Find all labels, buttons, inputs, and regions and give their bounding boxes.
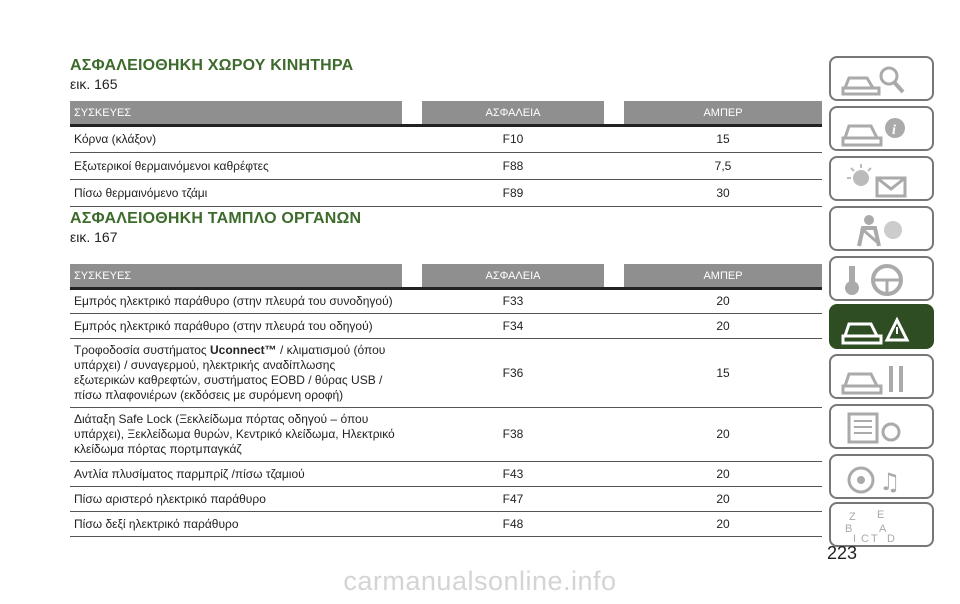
watermark: carmanualsonline.info bbox=[343, 566, 617, 596]
fuse-cell: F43 bbox=[422, 462, 604, 487]
figure-reference: εικ. 167 bbox=[70, 229, 118, 245]
fuse-cell: F33 bbox=[422, 289, 604, 314]
header-devices: ΣΥΣΚΕΥΕΣ bbox=[70, 264, 402, 289]
fuse-cell: F10 bbox=[422, 126, 604, 153]
fuse-cell: F47 bbox=[422, 487, 604, 512]
index-letter: T bbox=[871, 533, 878, 545]
figure-reference: εικ. 165 bbox=[70, 76, 118, 92]
svg-text:i: i bbox=[892, 123, 896, 138]
device-cell: Διάταξη Safe Lock (Ξεκλείδωμα πόρτας οδηγού – όπου υπάρχει), Ξεκλείδωμα θυρών, Κεντρικό κλείδωμα, Ηλεκτρικό κλείδωμα πόρτας πορτμπαγκάζ bbox=[70, 408, 402, 462]
chapter-tab-multimedia[interactable] bbox=[829, 454, 934, 499]
device-cell: Εμπρός ηλεκτρικό παράθυρο (στην πλευρά του οδηγού) bbox=[70, 314, 402, 339]
index-letter: I bbox=[853, 533, 857, 545]
amp-cell: 20 bbox=[624, 289, 822, 314]
dashboard-fuse-table bbox=[70, 264, 822, 537]
car-search-icon bbox=[839, 62, 927, 98]
car-info-icon bbox=[839, 112, 927, 148]
fuse-cell: F88 bbox=[422, 153, 604, 180]
engine-fuse-table bbox=[70, 101, 822, 207]
chapter-tab-safety[interactable] bbox=[829, 206, 934, 251]
device-cell: Εξωτερικοί θερμαινόμενοι καθρέφτες bbox=[70, 153, 402, 180]
table-row bbox=[70, 153, 822, 180]
amp-cell: 30 bbox=[624, 180, 822, 207]
chapter-tab-technical-data[interactable] bbox=[829, 404, 934, 449]
multimedia-music-icon bbox=[839, 460, 927, 496]
device-cell: Πίσω δεξί ηλεκτρικό παράθυρο bbox=[70, 512, 402, 537]
table-row bbox=[70, 126, 822, 153]
fuse-cell: F34 bbox=[422, 314, 604, 339]
fuse-cell: F89 bbox=[422, 180, 604, 207]
chapter-tab-knowing-vehicle[interactable] bbox=[829, 106, 934, 151]
chapter-tab-emergency[interactable] bbox=[829, 304, 934, 349]
section-title-dashboard-fuse-box: ΑΣΦΑΛΕΙΟΘΗΚΗ ΤΑΜΠΛΟ ΟΡΓΑΝΩΝ bbox=[70, 210, 362, 227]
chapter-tab-warning-lights[interactable] bbox=[829, 156, 934, 201]
header-fuse: ΑΣΦΑΛΕΙΑ bbox=[422, 264, 604, 289]
index-letter: A bbox=[879, 523, 887, 535]
amp-cell: 20 bbox=[624, 512, 822, 537]
specs-list-icon bbox=[839, 410, 927, 446]
seatbelt-airbag-icon bbox=[839, 212, 927, 248]
device-cell: Πίσω θερμαινόμενο τζάμι bbox=[70, 180, 402, 207]
table-row bbox=[70, 314, 822, 339]
table-header-row bbox=[70, 101, 822, 126]
warning-lights-mail-icon bbox=[839, 162, 927, 198]
amp-cell: 7,5 bbox=[624, 153, 822, 180]
uconnect-brand: Uconnect™ bbox=[209, 343, 277, 357]
table-row bbox=[70, 512, 822, 537]
index-letter: C bbox=[861, 533, 869, 545]
chapter-tab-dashboard[interactable] bbox=[829, 56, 934, 101]
key-steering-wheel-icon bbox=[839, 262, 927, 298]
index-letter: B bbox=[845, 523, 853, 535]
fuse-cell: F38 bbox=[422, 408, 604, 462]
chapter-tab-starting-driving[interactable] bbox=[829, 256, 934, 301]
table-row bbox=[70, 408, 822, 462]
table-header-row bbox=[70, 264, 822, 289]
amp-cell: 15 bbox=[624, 126, 822, 153]
amp-cell: 20 bbox=[624, 408, 822, 462]
amp-cell: 20 bbox=[624, 462, 822, 487]
page-number: 223 bbox=[827, 543, 858, 563]
device-cell: Τροφοδοσία συστήματος Uconnect™ / κλιματισμού (όπου υπάρχει) / συναγερμού, ηλεκτρικής αναδίπλωσης εξωτερικών καθρεφτών, συστήματος EOBD / θύρας USB / πίσω πλαφονιέρων (εκδόσεις με συρόμενη οροφή) bbox=[70, 339, 402, 408]
section-title-engine-fuse-box: ΑΣΦΑΛΕΙΟΘΗΚΗ ΧΩΡΟΥ ΚΙΝΗΤΗΡΑ bbox=[70, 57, 354, 74]
header-devices: ΣΥΣΚΕΥΕΣ bbox=[70, 101, 402, 126]
header-amps: ΑΜΠΕΡ bbox=[624, 101, 822, 126]
header-amps: ΑΜΠΕΡ bbox=[624, 264, 822, 289]
device-cell: Εμπρός ηλεκτρικό παράθυρο (στην πλευρά του συνοδηγού) bbox=[70, 289, 402, 314]
table-row bbox=[70, 339, 822, 408]
device-cell: Αντλία πλυσίματος παρμπρίζ /πίσω τζαμιού bbox=[70, 462, 402, 487]
table-row bbox=[70, 487, 822, 512]
car-emergency-icon bbox=[839, 310, 927, 346]
svg-text:♫: ♫ bbox=[879, 468, 901, 496]
fuse-cell: F36 bbox=[422, 339, 604, 408]
amp-cell: 15 bbox=[624, 339, 822, 408]
device-cell: Πίσω αριστερό ηλεκτρικό παράθυρο bbox=[70, 487, 402, 512]
header-fuse: ΑΣΦΑΛΕΙΑ bbox=[422, 101, 604, 126]
amp-cell: 20 bbox=[624, 314, 822, 339]
table-row bbox=[70, 289, 822, 314]
index-letter: D bbox=[887, 533, 895, 545]
chapter-tab-servicing[interactable] bbox=[829, 354, 934, 399]
car-tools-icon bbox=[839, 360, 927, 396]
table-row bbox=[70, 462, 822, 487]
fuse-cell: F48 bbox=[422, 512, 604, 537]
index-letter: Z bbox=[849, 511, 856, 523]
index-letter: E bbox=[877, 509, 885, 521]
amp-cell: 20 bbox=[624, 487, 822, 512]
table-row bbox=[70, 180, 822, 207]
alphabetical-index-icon bbox=[839, 508, 927, 546]
chapter-tab-index[interactable] bbox=[829, 502, 934, 547]
device-cell: Κόρνα (κλάξον) bbox=[70, 126, 402, 153]
